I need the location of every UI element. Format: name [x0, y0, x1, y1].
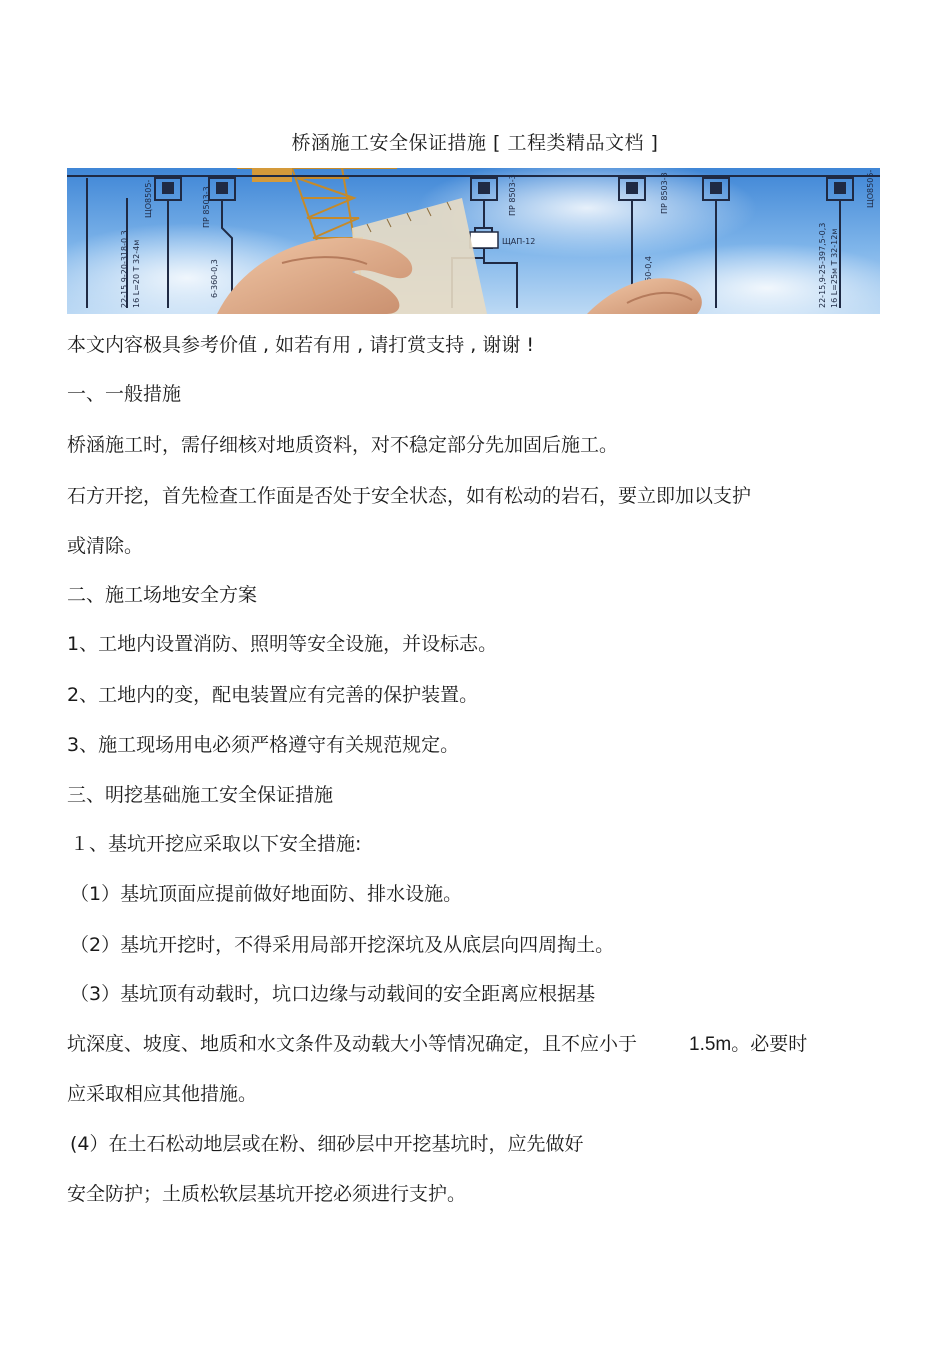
banner-label: ПР 8503-3: [508, 174, 517, 216]
paragraph: [67, 1029, 807, 1056]
banner-label: ПР 8503-3: [202, 186, 211, 228]
banner-label: 6-360-0,3: [210, 259, 219, 298]
banner-label: ЩО8505-: [866, 169, 875, 208]
distance-value: 1.5m: [689, 1034, 732, 1055]
list-item: （2）基坑开挖时，不得采用局部开挖深坑及从底层向四周掏土。: [70, 934, 615, 956]
list-item: （3）基坑顶有动载时，坑口边缘与动载间的安全距离应根据基: [70, 983, 596, 1005]
list-item: （1）基坑顶面应提前做好地面防、排水设施。: [70, 883, 463, 905]
list-item: 3、施工现场用电必须严格遵守有关规范规定。: [67, 734, 460, 756]
list-item: 1、工地内设置消防、照明等安全设施，并设标志。: [67, 633, 498, 655]
list-item: 2、工地内的变，配电装置应有完善的保护装置。: [67, 684, 479, 706]
paragraph: 应采取相应其他措施。: [67, 1083, 258, 1105]
banner-label: 16 L=20 T 32-4м: [132, 239, 141, 308]
section-heading: 三、明挖基础施工安全保证措施: [67, 784, 334, 806]
banner-label: 22-15,9-20-318-0,3: [120, 230, 129, 308]
paragraph-text: 。必要时: [731, 1033, 808, 1055]
list-item: (4）在土石松动地层或在粉、细砂层中开挖基坑时，应先做好: [70, 1133, 584, 1155]
list-item: １、基坑开挖应采取以下安全措施:: [70, 833, 362, 855]
section-heading: 一、一般措施: [67, 383, 182, 405]
paragraph: 石方开挖，首先检查工作面是否处于安全状态，如有松动的岩石，要立即加以支护: [67, 485, 752, 507]
paragraph: 或清除。: [67, 535, 144, 557]
banner-label: ЩО8505-: [144, 179, 153, 218]
banner-label: 16 L=25м T 32-12м: [830, 228, 839, 308]
paragraph: 安全防护；土质松软层基坑开挖必须进行支护。: [67, 1183, 467, 1205]
banner-label: ПР 8503-3: [660, 172, 669, 214]
paragraph: 桥涵施工时，需仔细核对地质资料，对不稳定部分先加固后施工。: [67, 434, 619, 456]
paragraph-text: 坑深度、坡度、地质和水文条件及动载大小等情况确定，且不应小于: [67, 1033, 638, 1055]
document-title: 桥涵施工安全保证措施 [ 工程类精品文档 ]: [291, 132, 659, 154]
banner-label: ЩАП-12: [502, 237, 536, 246]
section-heading: 二、施工场地安全方案: [67, 584, 258, 606]
banner-label: 22-15,9-25-397,5-0,3: [818, 222, 827, 308]
banner-image: [67, 168, 880, 314]
notice-text: 本文内容极具参考价值 , 如若有用 , 请打赏支持 , 谢谢 !: [67, 334, 535, 356]
